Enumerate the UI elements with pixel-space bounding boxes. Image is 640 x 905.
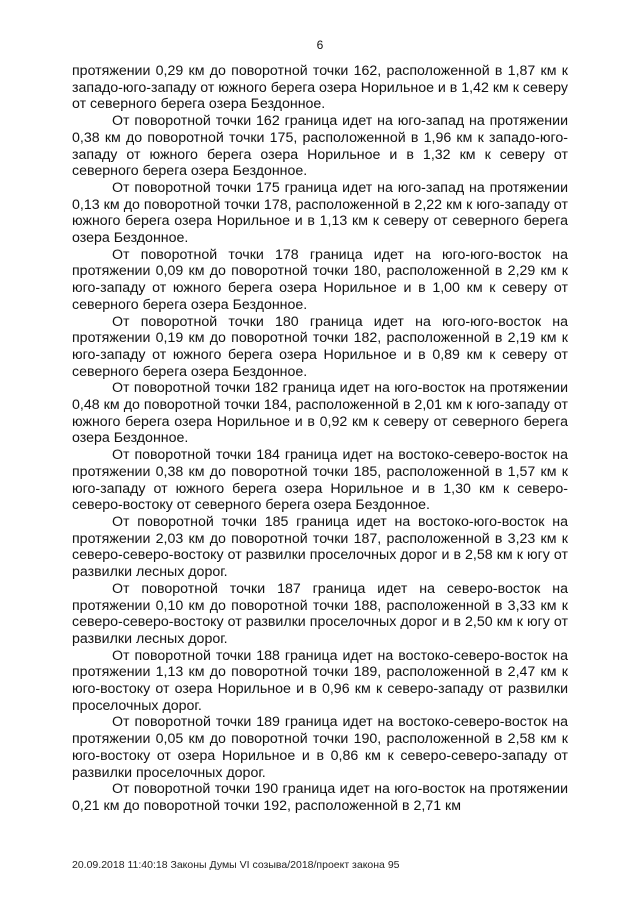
document-body	[72, 63, 568, 815]
page-number: 6	[316, 38, 324, 52]
paragraph: От поворотной точки 184 граница идет на востоко-северо-восток на протяжении 0,38 км до поворотной точки 185, расположенной в 1,57 км к юго-западу от южного берега озера Норильное и в 1,30 км к северо-северо-востоку от северного берега озера Бездонное.	[72, 447, 568, 514]
paragraph: От поворотной точки 185 граница идет на востоко-юго-восток на протяжении 2,03 км до поворотной точки 187, расположенной в 3,23 км к северо-северо-востоку от развилки проселочных дорог и в 2,58 км к югу от развилки лесных дорог.	[72, 513, 568, 581]
paragraph: От поворотной точки 187 граница идет на северо-восток на протяжении 0,10 км до поворотной точки 188, расположенной в 3,33 км к северо-северо-востоку от развилки проселочных дорог и в 2,50 км к югу от развилки лесных дорог.	[72, 580, 568, 647]
paragraph: От поворотной точки 180 граница идет на юго-юго-восток на протяжении 0,19 км до поворотной точки 182, расположенной в 2,19 км к юго-западу от южного берега озера Норильное и в 0,89 км к северу от северного берега озера Бездонное.	[72, 313, 568, 380]
paragraph: От поворотной точки 178 граница идет на юго-юго-восток на протяжении 0,09 км до поворотной точки 180, расположенной в 2,29 км к юго-западу от южного берега озера Норильное и в 1,00 км к северу от северного берега озера Бездонное.	[72, 246, 568, 313]
paragraph: От поворотной точки 188 граница идет на востоко-северо-восток на протяжении 1,13 км до поворотной точки 189, расположенной в 2,47 км к юго-востоку от озера Норильное и в 0,96 км к северо-западу от развилки проселочных дорог.	[72, 647, 568, 714]
paragraph: От поворотной точки 189 граница идет на востоко-северо-восток на протяжении 0,05 км до поворотной точки 190, расположенной в 2,58 км к юго-востоку от озера Норильное и в 0,86 км к северо-северо-западу от развилки проселочных дорог.	[72, 714, 568, 781]
paragraph: От поворотной точки 182 граница идет на юго-восток на протяжении 0,48 км до поворотной точки 184, расположенной в 2,01 км к юго-западу от южного берега озера Норильное и в 0,92 км к северу от северного берега озера Бездонное.	[72, 380, 568, 447]
paragraph: От поворотной точки 162 граница идет на юго-запад на протяжении 0,38 км до поворотной точки 175, расположенной в 1,96 км к западо-юго-западу от южного берега озера Норильное и в 1,32 км к северу от северного берега озера Бездонное.	[72, 113, 568, 180]
paragraph: От поворотной точки 175 граница идет на юго-запад на протяжении 0,13 км до поворотной точки 178, расположенной в 2,22 км к юго-западу от южного берега озера Норильное и в 1,13 км к северу от северного берега озера Бездонное.	[72, 179, 568, 247]
paragraph-continuation: протяжении 0,29 км до поворотной точки 162, расположенной в 1,87 км к западо-юго-западу от южного берега озера Норильное и в 1,42 км к северу от северного берега озера Бездонное.	[72, 63, 568, 113]
footer-note: 20.09.2018 11:40:18 Законы Думы VI созыва/2018/проект закона 95	[72, 859, 400, 871]
paragraph-truncated: От поворотной точки 190 граница идет на юго-восток на протяжении 0,21 км до поворотной точки 192, расположенной в 2,71 км	[72, 781, 568, 814]
